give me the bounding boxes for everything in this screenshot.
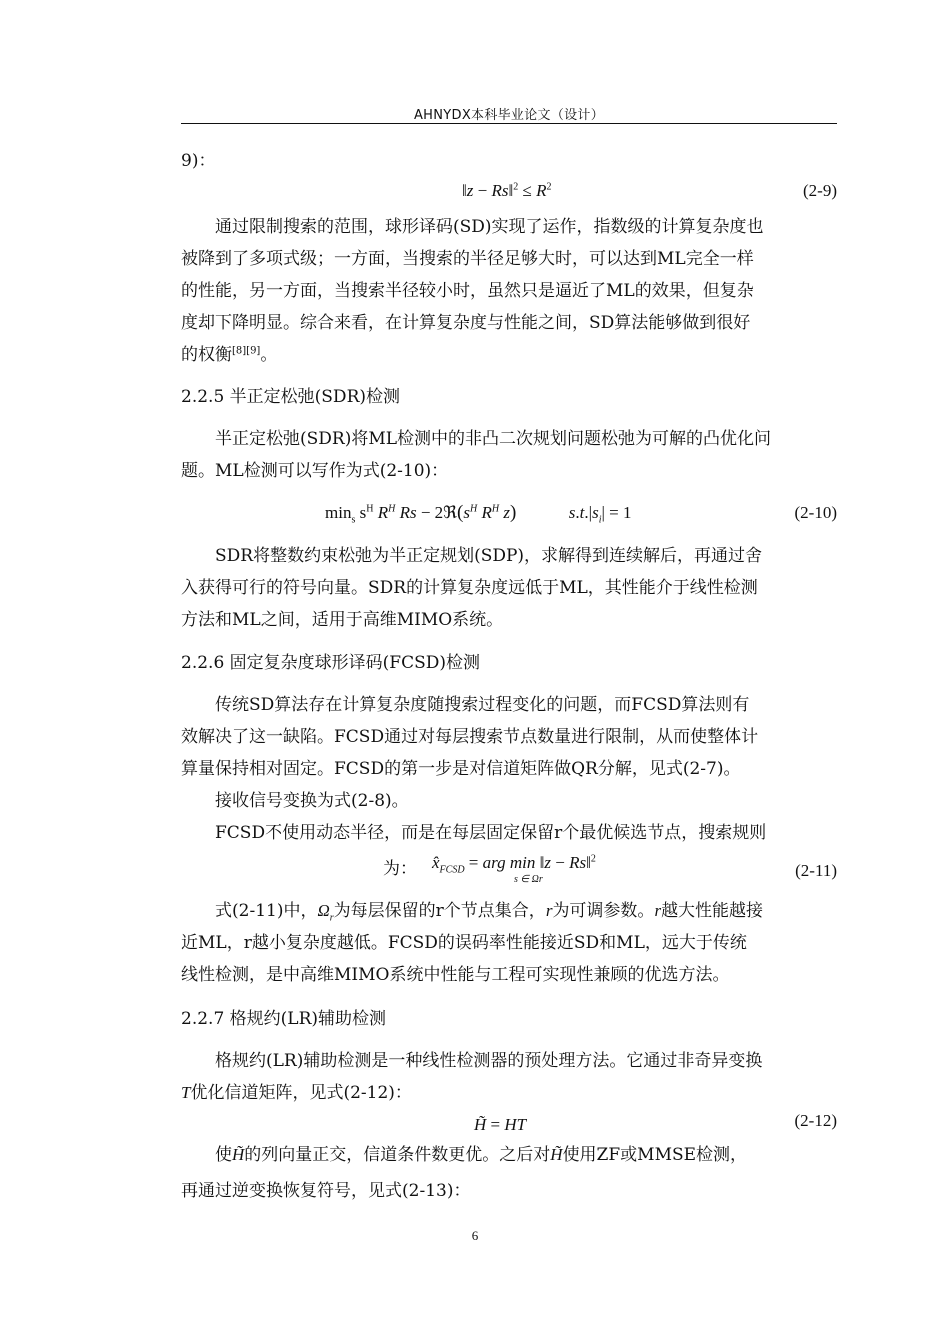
paragraph-line: 通过限制搜索的范围，球形译码(SD)实现了运作，指数级的计算复杂度也 [215,217,764,237]
paragraph-line: 为： [383,859,417,879]
paragraph-line: 格规约(LR)辅助检测是一种线性检测器的预处理方法。它通过非奇异变换 [215,1051,763,1071]
section-heading-2-2-5: 2.2.5 半正定松弛(SDR)检测 [181,387,400,407]
text-run: 优化信道矩阵，见式(2-12)： [190,1083,412,1103]
t-symbol: T [181,1083,191,1102]
paragraph-line [215,1142,837,1168]
paragraph-line: 线性检测，是中高维MIMO系统中性能与工程可实现性兼顾的优选方法。 [181,965,730,985]
text-run: 使 [215,1145,232,1165]
section-heading-2-2-6: 2.2.6 固定复杂度球形译码(FCSD)检测 [181,653,481,673]
text-run: 使用ZF或MMSE检测， [562,1145,748,1165]
text-run: 的列向量正交，信道条件数更优。之后对 [244,1145,551,1165]
paragraph-line: 效解决了这一缺陷。FCSD通过对每层搜索节点数量进行限制，从而使整体计 [181,727,759,747]
text-run: 式(2-11)中， [215,901,318,921]
paragraph-continuation: 9)： [181,151,216,171]
paragraph-line: 入获得可行的符号向量。SDR的计算复杂度远低于ML，其性能介于线性检测 [181,578,758,598]
r-symbol: r [545,901,553,920]
paragraph-line: 算量保持相对固定。FCSD的第一步是对信道矩阵做QR分解，见式(2-7)。 [181,759,741,779]
paragraph-line: 半正定松弛(SDR)将ML检测中的非凸二次规划问题松弛为可解的凸优化问 [215,429,772,449]
equation-number-2-12: (2-12) [794,1111,837,1130]
equation-2-9: ‖z − Rs‖$^2$ ≤ $R^2$ [462,181,552,200]
section-heading-2-2-7: 2.2.7 格规约(LR)辅助检测 [181,1009,387,1029]
paragraph-line [215,898,837,924]
paragraph-line [181,342,837,368]
paragraph-line: 传统SD算法存在计算复杂度随搜索过程变化的问题，而FCSD算法则有 [215,695,750,715]
r-symbol: r [654,901,662,920]
paragraph-line: 的性能，另一方面，当搜索半径较小时，虽然只是逼近了ML的效果，但复杂 [181,281,754,301]
paragraph-line: 方法和ML之间，适用于高维MIMO系统。 [181,610,504,630]
text-run: 为可调参数。 [552,901,655,921]
paragraph-line: 接收信号变换为式(2-8)。 [215,791,409,811]
page-number: 6 [471,1228,479,1243]
paragraph-line: SDR将整数约束松弛为半正定规划(SDP)，求解得到连续解后，再通过舍 [215,546,763,566]
paragraph-line: 题。ML检测可以写作为式(2-10)： [181,461,449,481]
paragraph-line: 度却下降明显。综合来看，在计算复杂度与性能之间，SD算法能够做到很好 [181,313,751,333]
equation-2-11: $x̂_{FCSD}$ = arg min ‖z − Rs‖$^2$ [432,853,596,876]
text-run: 的权衡 [181,345,232,365]
equation-2-10: $\min_s s^H$ $R^H$ $Rs - 2ℜ(s^H$ $R^H$ z) $s.t.|s_i| = 1$ [325,502,632,526]
omega-symbol: $\Omega_r$ [317,901,334,924]
equation-number-2-10: (2-10) [794,503,837,522]
paragraph-line: 再通过逆变换恢复符号，见式(2-13)： [181,1181,471,1201]
h-tilde-symbol: H̃ [232,1145,245,1164]
paragraph-line: FCSD不使用动态半径，而是在每层固定保留r个最优候选节点，搜索规则 [215,823,767,843]
citation: [8][9] [232,345,261,357]
paragraph-line: 近ML，r越小复杂度越低。FCSD的误码率性能接近SD和ML，远大于传统 [181,933,747,953]
paragraph-line: 被降到了多项式级；一方面，当搜索的半径足够大时，可以达到ML完全一样 [181,249,754,269]
text-run: 。 [260,345,278,365]
equation-2-11-subscript: s ∈ Ωr [514,874,543,885]
text-run: 为每层保留的r个节点集合， [333,901,546,921]
header-rule [181,123,837,124]
equation-number-2-11: (2-11) [795,861,837,880]
h-tilde-symbol: H̃ [550,1145,563,1164]
equation-2-12: H̃ = HT [474,1115,527,1134]
text-run: 越大性能越接 [661,901,764,921]
paragraph-line [181,1080,837,1106]
equation-number-2-9: (2-9) [803,181,837,200]
running-header: AHNYDX本科毕业论文（设计） [413,108,605,123]
